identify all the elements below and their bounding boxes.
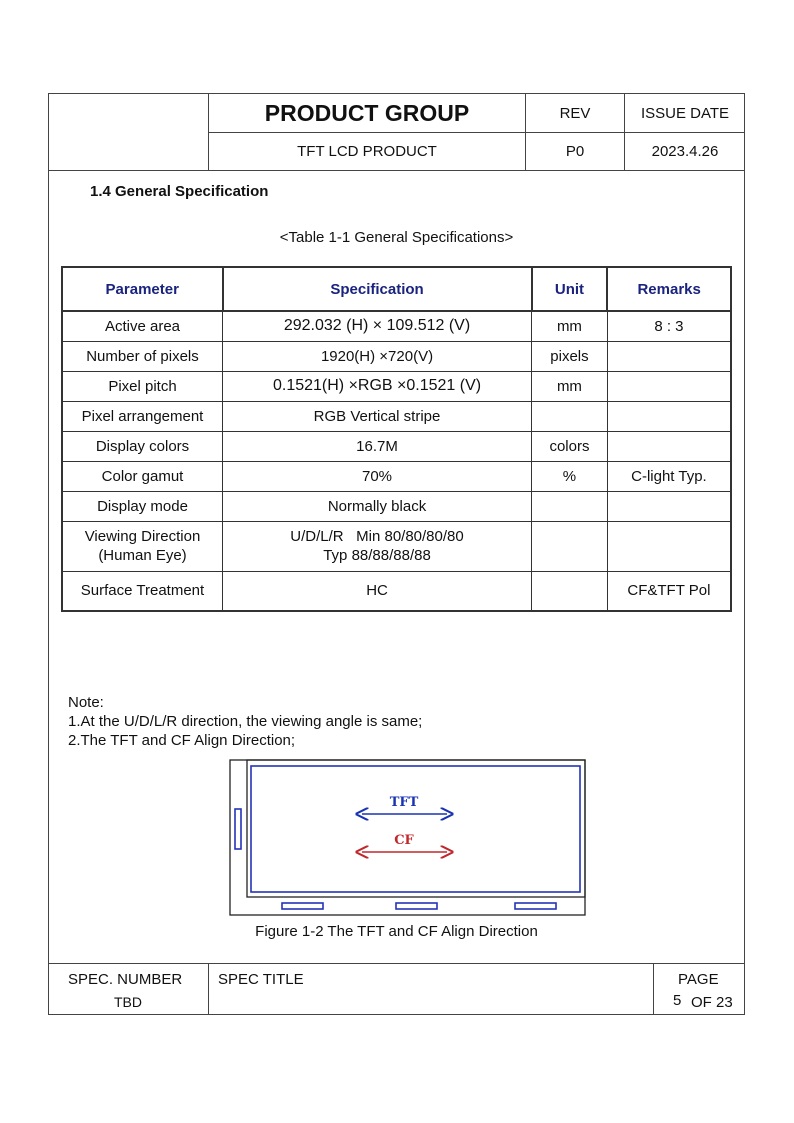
cell-unit: mm bbox=[532, 371, 608, 401]
figure-caption: Figure 1-2 The TFT and CF Align Direction bbox=[255, 923, 538, 940]
cell-parameter: Pixel arrangement bbox=[62, 401, 223, 431]
spec-sheet-frame bbox=[48, 93, 745, 1015]
cell-unit bbox=[532, 401, 608, 431]
cell-parameter: Pixel pitch bbox=[62, 371, 223, 401]
notes bbox=[68, 693, 422, 750]
product-type: TFT LCD PRODUCT bbox=[297, 143, 437, 160]
cell-remarks bbox=[607, 341, 731, 371]
table-row bbox=[62, 341, 731, 371]
cell-remarks: 8 : 3 bbox=[607, 311, 731, 341]
table-row bbox=[62, 571, 731, 611]
cell-remarks bbox=[607, 521, 731, 571]
section-title: 1.4 General Specification bbox=[90, 183, 269, 200]
header-unit: Unit bbox=[532, 267, 608, 311]
viewing-spec-line1: U/D/L/R Min 80/80/80/80 bbox=[290, 528, 464, 545]
cell-unit bbox=[532, 491, 608, 521]
cell-remarks: CF&TFT Pol bbox=[607, 571, 731, 611]
cell-spec: 1920(H) ×720(V) bbox=[223, 341, 532, 371]
table-row bbox=[62, 311, 731, 341]
cell-remarks bbox=[607, 371, 731, 401]
cell-spec: RGB Vertical stripe bbox=[223, 401, 532, 431]
cell-remarks bbox=[607, 431, 731, 461]
rev-label: REV bbox=[559, 104, 591, 122]
table-row bbox=[62, 491, 731, 521]
cell-spec: HC bbox=[223, 571, 532, 611]
cell-parameter: Display colors bbox=[62, 431, 223, 461]
cell-spec: 70% bbox=[223, 461, 532, 491]
header-remarks: Remarks bbox=[607, 267, 731, 311]
cell-parameter: Surface Treatment bbox=[62, 571, 223, 611]
cell-remarks bbox=[607, 491, 731, 521]
table-row bbox=[62, 431, 731, 461]
spec-title-label: SPEC TITLE bbox=[218, 971, 304, 988]
table-row bbox=[62, 461, 731, 491]
viewing-spec-line2: Typ 88/88/88/88 bbox=[323, 547, 431, 564]
cell-unit: % bbox=[532, 461, 608, 491]
cell-parameter: Active area bbox=[62, 311, 223, 341]
cell-spec: 16.7M bbox=[223, 431, 532, 461]
cell-parameter bbox=[62, 521, 223, 571]
note-line-2: 2.The TFT and CF Align Direction; bbox=[68, 732, 296, 749]
cf-label: CF bbox=[394, 833, 414, 848]
align-direction-diagram bbox=[229, 759, 587, 917]
note-heading: Note: bbox=[68, 694, 104, 711]
page-of: OF 23 bbox=[691, 994, 733, 1011]
cell-parameter: Display mode bbox=[62, 491, 223, 521]
cell-unit: colors bbox=[532, 431, 608, 461]
spec-number-label: SPEC. NUMBER bbox=[68, 971, 183, 988]
table-row bbox=[62, 371, 731, 401]
page-label: PAGE bbox=[678, 971, 719, 988]
cell-spec: Normally black bbox=[223, 491, 532, 521]
issue-date-label: ISSUE DATE bbox=[640, 104, 730, 122]
table-row bbox=[62, 401, 731, 431]
cell-unit: mm bbox=[532, 311, 608, 341]
header-parameter: Parameter bbox=[62, 267, 223, 311]
cell-spec bbox=[223, 521, 532, 571]
rev-value: P0 bbox=[565, 143, 585, 160]
tft-label: TFT bbox=[389, 795, 419, 810]
viewing-parameter-line2: (Human Eye) bbox=[98, 547, 187, 564]
table-row bbox=[62, 521, 731, 571]
product-group-title: PRODUCT GROUP bbox=[264, 99, 470, 126]
cell-spec: 0.1521(H) ×RGB ×0.1521 (V) bbox=[223, 371, 532, 401]
general-spec-table bbox=[61, 266, 732, 612]
spec-number-value: TBD bbox=[114, 994, 142, 1010]
cell-unit bbox=[532, 571, 608, 611]
cell-parameter: Color gamut bbox=[62, 461, 223, 491]
header bbox=[49, 94, 744, 171]
cell-unit bbox=[532, 521, 608, 571]
footer bbox=[49, 963, 744, 1015]
cell-remarks: C-light Typ. bbox=[607, 461, 731, 491]
issue-date-value: 2023.4.26 bbox=[651, 143, 719, 160]
cell-parameter: Number of pixels bbox=[62, 341, 223, 371]
cell-spec: 292.032 (H) × 109.512 (V) bbox=[223, 311, 532, 341]
table-caption: <Table 1-1 General Specifications> bbox=[279, 229, 514, 246]
viewing-parameter-line1: Viewing Direction bbox=[84, 528, 201, 545]
cell-remarks bbox=[607, 401, 731, 431]
page-number: 5 bbox=[673, 992, 682, 1009]
header-specification: Specification bbox=[223, 267, 532, 311]
note-line-1: 1.At the U/D/L/R direction, the viewing angle is same; bbox=[68, 713, 423, 730]
cell-unit: pixels bbox=[532, 341, 608, 371]
table-header-row bbox=[62, 267, 731, 311]
